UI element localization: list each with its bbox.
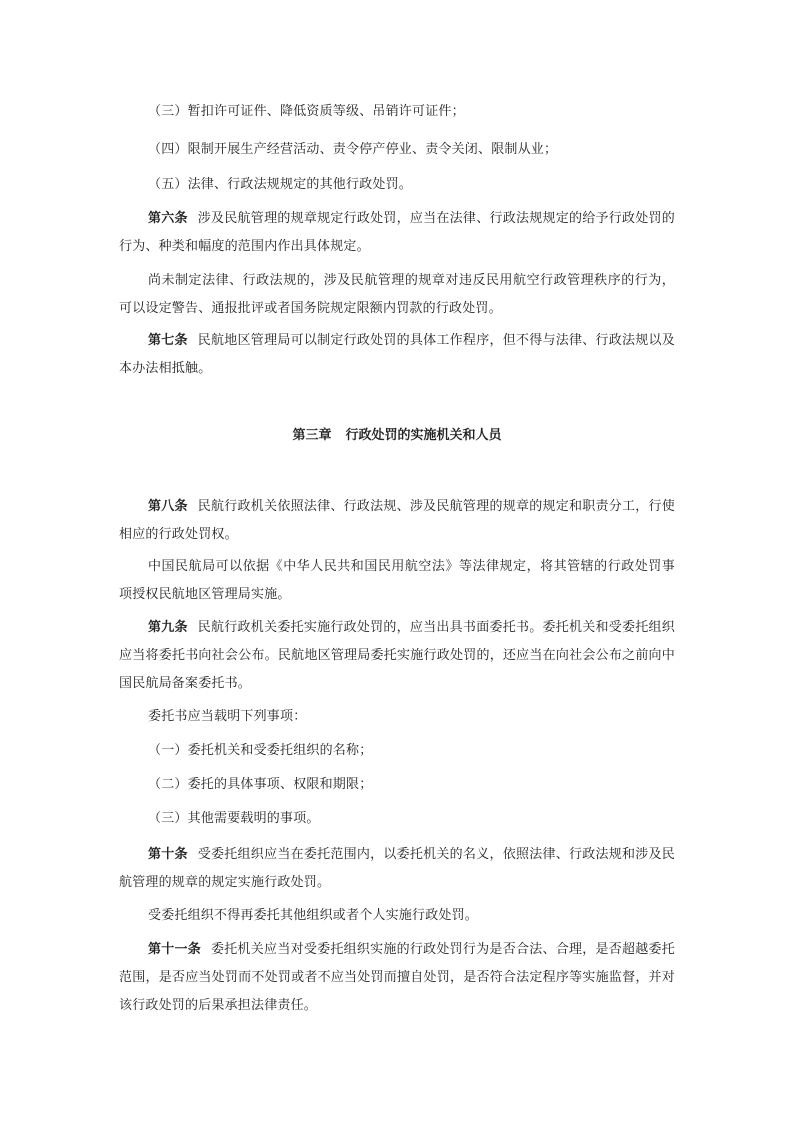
paragraph (119, 614, 675, 698)
paragraph (119, 136, 675, 164)
chapter-number: 第三章 (292, 428, 332, 443)
paragraph-text: 民航行政机关依照法律、行政法规、涉及民航管理的规章的规定和职责分工，行使相应的行政处罚权。 (119, 499, 675, 542)
paragraph-text: 民航地区管理局可以制定行政处罚的具体工作程序，但不得与法律、行政法规以及本办法相抵触。 (119, 333, 675, 376)
paragraph-text: （三）其他需要载明的事项。 (148, 811, 320, 826)
paragraph (119, 902, 675, 930)
paragraph-text: （三）暂扣许可证件、降低资质等级、吊销许可证件； (148, 104, 465, 119)
paragraph (119, 98, 675, 126)
paragraph (119, 805, 675, 833)
paragraph (119, 205, 675, 261)
paragraph-text: （四）限制开展生产经营活动、责令停产停业、责令关闭、限制从业； (148, 142, 558, 157)
paragraph-text: （二）委托的具体事项、权限和期限； (148, 777, 373, 792)
paragraph-text: 受委托组织不得再委托其他组织或者个人实施行政处罚。 (148, 908, 479, 923)
article-label: 第六条 (148, 211, 188, 226)
paragraph (119, 171, 675, 199)
paragraph (119, 267, 675, 323)
paragraph-text: 委托机关应当对受委托组织实施的行政处罚行为是否合法、合理，是否超越委托范围，是否应当处罚而不处罚或者不应当处罚而擅自处罚，是否符合法定程序等实施监督，并对该行政处罚的后果承担法律责任。 (119, 942, 675, 1013)
paragraph-text: 委托书应当载明下列事项： (148, 709, 307, 724)
paragraph-text: 涉及民航管理的规章规定行政处罚，应当在法律、行政法规规定的给予行政处罚的行为、种类和幅度的范围内作出具体规定。 (119, 211, 675, 254)
paragraph-text: （一）委托机关和受委托组织的名称； (148, 743, 373, 758)
paragraph (119, 936, 675, 1020)
paragraph (119, 327, 675, 383)
article-label: 第十一条 (148, 942, 202, 957)
paragraph (119, 737, 675, 765)
paragraph (119, 841, 675, 897)
paragraph-text: 受委托组织应当在委托范围内，以委托机关的名义，依照法律、行政法规和涉及民航管理的规章的规定实施行政处罚。 (119, 847, 675, 890)
article-label: 第七条 (148, 333, 188, 348)
paragraph (119, 703, 675, 731)
paragraph (119, 771, 675, 799)
paragraph-text: 民航行政机关委托实施行政处罚的，应当出具书面委托书。委托机关和受委托组织应当将委托书向社会公布。民航地区管理局委托实施行政处罚的，还应当在向社会公布之前向中国民航局备案委托书。 (119, 620, 675, 691)
paragraph (119, 493, 675, 549)
chapter-title: 行政处罚的实施机关和人员 (345, 428, 502, 443)
article-label: 第八条 (148, 499, 188, 514)
article-label: 第九条 (148, 620, 188, 635)
chapter-heading (119, 422, 675, 450)
paragraph (119, 553, 675, 609)
article-label: 第十条 (148, 847, 188, 862)
paragraph-text: 尚未制定法律、行政法规的，涉及民航管理的规章对违反民用航空行政管理秩序的行为，可以设定警告、通报批评或者国务院规定限额内罚款的行政处罚。 (119, 273, 675, 316)
paragraph-text: 中国民航局可以依据《中华人民共和国民用航空法》等法律规定，将其管辖的行政处罚事项授权民航地区管理局实施。 (119, 559, 675, 602)
paragraph-text: （五）法律、行政法规规定的其他行政处罚。 (148, 177, 413, 192)
